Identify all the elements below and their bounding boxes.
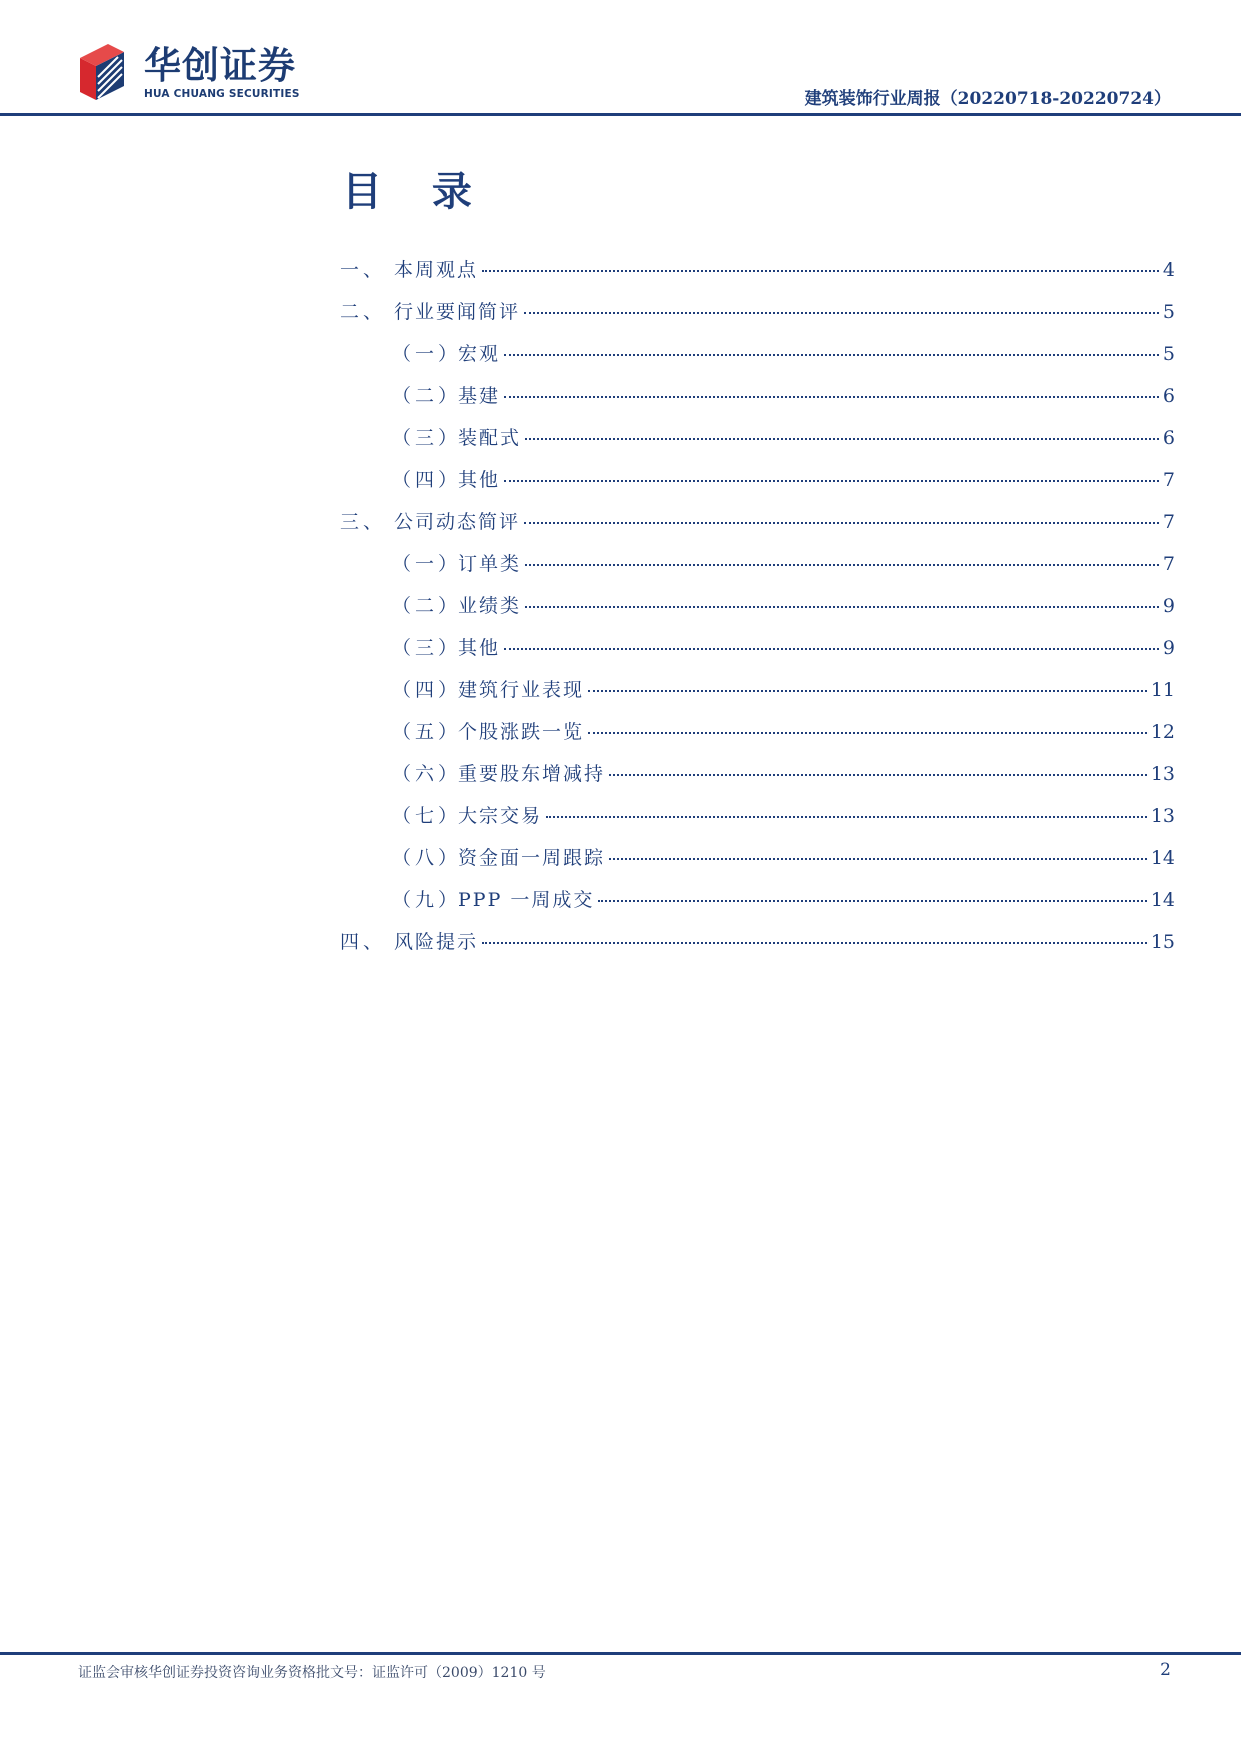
toc-entry-page: 15: [1150, 931, 1175, 953]
toc-entry[interactable]: [340, 339, 1175, 381]
toc-entry[interactable]: [340, 423, 1175, 465]
toc-entry-page: 14: [1150, 889, 1175, 911]
toc-entry[interactable]: [340, 633, 1175, 675]
toc-entry-title: 公司动态简评: [394, 511, 521, 533]
toc-dot-leader: [598, 900, 1146, 902]
toc-dot-leader: [546, 816, 1147, 818]
toc-entry-number: 一、: [340, 259, 387, 281]
toc-entry-title: 风险提示: [394, 931, 479, 953]
toc-entry-title: 本周观点: [394, 259, 479, 281]
toc-dot-leader: [588, 732, 1147, 734]
toc-entry[interactable]: [340, 507, 1175, 549]
toc-entry[interactable]: [340, 843, 1175, 885]
toc-dot-leader: [525, 606, 1159, 608]
toc-entry-page: 6: [1162, 427, 1175, 449]
toc-entry[interactable]: [340, 465, 1175, 507]
toc-entry-page: 7: [1162, 511, 1175, 533]
toc-entry-title: 个股涨跌一览: [458, 721, 585, 743]
toc-entry-page: 5: [1162, 301, 1175, 323]
toc-entry-page: 7: [1162, 469, 1175, 491]
toc-entry-number: 四、: [340, 931, 387, 953]
toc-entry[interactable]: [340, 255, 1175, 297]
toc-dot-leader: [524, 312, 1159, 314]
toc-entry-number: 三、: [340, 511, 387, 533]
toc-entry-number: （一）: [392, 553, 462, 575]
header-divider: [0, 113, 1241, 116]
logo-mark-icon: [78, 44, 136, 102]
toc-dot-leader: [482, 270, 1159, 272]
license-note: 证监会审核华创证券投资咨询业务资格批文号：证监许可（2009）1210 号: [78, 1665, 546, 1681]
toc-entry-number: （二）: [392, 385, 462, 407]
toc-entry-number: （八）: [392, 847, 462, 869]
toc-dot-leader: [524, 522, 1159, 524]
toc-entry-page: 12: [1150, 721, 1175, 743]
toc-entry-title: 基建: [458, 385, 501, 407]
toc-entry-title: 订单类: [458, 553, 522, 575]
toc-entry-title: 建筑行业表现: [458, 679, 585, 701]
toc-entry-title: 行业要闻简评: [394, 301, 521, 323]
logo-chinese-name: 华创证券: [144, 44, 296, 87]
toc-dot-leader: [609, 774, 1147, 776]
toc-entry[interactable]: [340, 381, 1175, 423]
toc-entry-title: 其他: [458, 469, 501, 491]
toc-entry-title: 装配式: [458, 427, 522, 449]
logo-english-name: HUA CHUANG SECURITIES: [144, 88, 300, 100]
toc-entry[interactable]: [340, 591, 1175, 633]
toc-entry-number: （二）: [392, 595, 462, 617]
toc-entry-number: （五）: [392, 721, 462, 743]
toc-entry-title: 业绩类: [458, 595, 522, 617]
toc-entry[interactable]: [340, 759, 1175, 801]
toc-entry-title: PPP 一周成交: [458, 889, 595, 911]
page-number: 2: [1160, 1660, 1171, 1680]
toc-dot-leader: [588, 690, 1147, 692]
toc-entry-page: 7: [1162, 553, 1175, 575]
toc-dot-leader: [525, 438, 1159, 440]
toc-entry-title: 重要股东增减持: [458, 763, 606, 785]
toc-dot-leader: [504, 648, 1159, 650]
company-logo: [78, 44, 338, 106]
toc-entry-page: 6: [1162, 385, 1175, 407]
toc-entry[interactable]: [340, 885, 1175, 927]
toc-entry-number: （四）: [392, 679, 462, 701]
toc-entry-page: 4: [1162, 259, 1175, 281]
report-title: 建筑装饰行业周报（20220718-20220724）: [804, 89, 1171, 109]
toc-entry-page: 11: [1150, 679, 1175, 701]
toc-entry-number: （一）: [392, 343, 462, 365]
toc-entry-page: 14: [1150, 847, 1175, 869]
toc-dot-leader: [482, 942, 1147, 944]
toc-entry-title: 大宗交易: [458, 805, 543, 827]
toc-entry-page: 5: [1162, 343, 1175, 365]
table-of-contents: [340, 255, 1175, 969]
toc-entry-page: 9: [1162, 595, 1175, 617]
toc-entry-title: 其他: [458, 637, 501, 659]
toc-entry-page: 13: [1150, 763, 1175, 785]
toc-entry[interactable]: [340, 549, 1175, 591]
toc-entry-page: 13: [1150, 805, 1175, 827]
toc-entry-number: （七）: [392, 805, 462, 827]
toc-entry[interactable]: [340, 717, 1175, 759]
toc-entry-number: （三）: [392, 637, 462, 659]
toc-entry[interactable]: [340, 297, 1175, 339]
toc-title: 目 录: [342, 168, 490, 215]
toc-entry-number: 二、: [340, 301, 387, 323]
toc-entry[interactable]: [340, 801, 1175, 843]
toc-entry[interactable]: [340, 675, 1175, 717]
toc-dot-leader: [609, 858, 1147, 860]
toc-dot-leader: [504, 480, 1159, 482]
toc-entry-number: （九）: [392, 889, 462, 911]
toc-dot-leader: [525, 564, 1159, 566]
toc-entry-number: （四）: [392, 469, 462, 491]
toc-dot-leader: [504, 396, 1159, 398]
footer-divider: [0, 1652, 1241, 1655]
toc-entry-title: 资金面一周跟踪: [458, 847, 606, 869]
toc-entry[interactable]: [340, 927, 1175, 969]
toc-entry-number: （三）: [392, 427, 462, 449]
toc-dot-leader: [504, 354, 1159, 356]
toc-entry-title: 宏观: [458, 343, 501, 365]
toc-entry-page: 9: [1162, 637, 1175, 659]
toc-entry-number: （六）: [392, 763, 462, 785]
